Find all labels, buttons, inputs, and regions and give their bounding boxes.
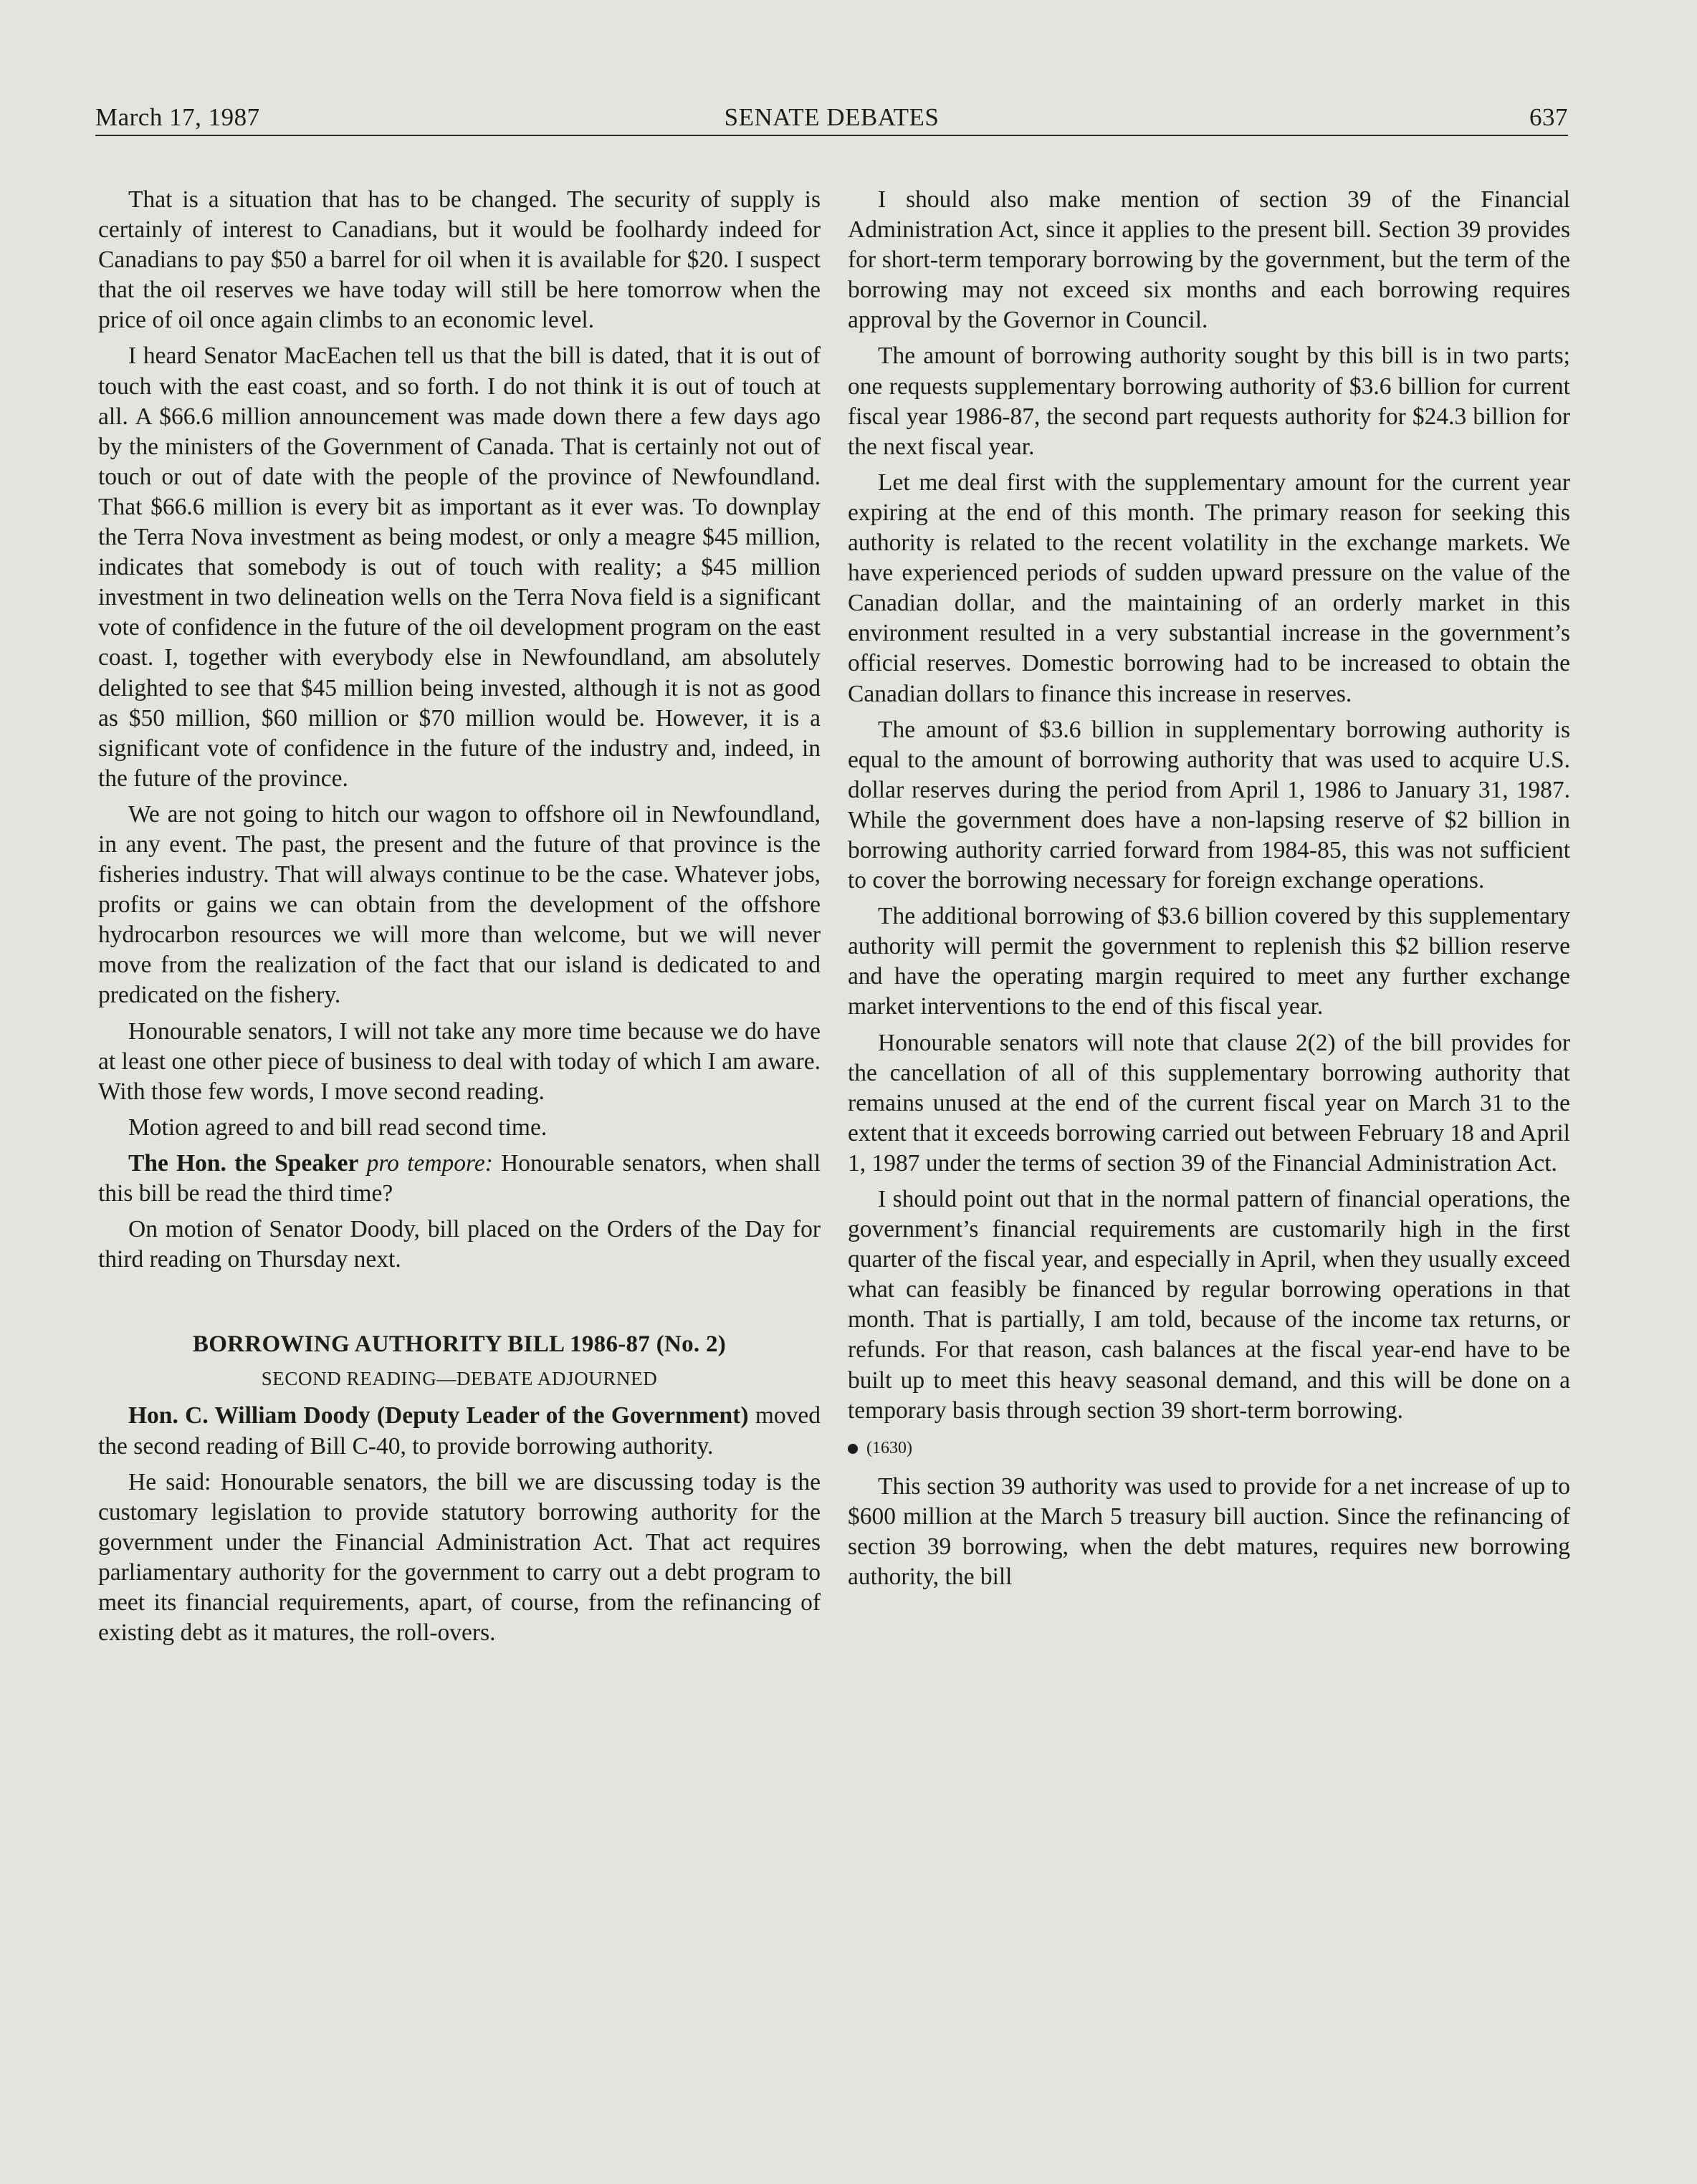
section-title: BORROWING AUTHORITY BILL 1986-87 (No. 2) <box>192 1331 727 1358</box>
time-marker-text: (1630) <box>866 1438 912 1457</box>
paragraph: We are not going to hitch our wagon to offshore oil in Newfoundland, in any event. The past, the present and the future of that province is the fisheries industry. That will always continue to be the case. Whatever jobs, profits or gains we can obtain from the development of the offshore hydrocarbon resources we will more than welcome, but we will never move from the realization of the fact that our island is dedicated to and predicated on the fishery. <box>98 800 821 1009</box>
left-column <box>98 185 821 1654</box>
paragraph: Honourable senators, I will not take any more time because we do have at least one other piece of business to deal with today of which I am aware. With those few words, I move second reading. <box>98 1017 821 1105</box>
paragraph: I heard Senator MacEachen tell us that the bill is dated, that it is out of touch with the east coast, and so forth. I do not think it is out of touch at all. A $66.6 million announcement was made down there a few days ago by the ministers of the Government of Canada. That is certainly not out of touch or out of date with the people of the province of Newfoundland. That $66.6 million is every bit as important as it ever was. To downplay the Terra Nova investment as being modest, or only a meagre $45 million, indicates that somebody is out of touch with reality; a $45 million investment in two delineation wells on the Terra Nova field is a significant vote of confidence in the future of the oil development program on the east coast. I, together with everybody else in Newfoundland, am absolutely delighted to see that $45 million being invested, although it is not as good as $50 million, $60 million or $70 million would be. However, it is a significant vote of confidence in the future of the industry and, indeed, in the future of the province. <box>98 343 821 792</box>
paragraph: This section 39 authority was used to provide for a net increase of up to $600 million at the March 5 treasury bill auction. Since the refinancing of section 39 borrowing, when the debt matures, requires new borrowing authority, the bill <box>848 1472 1570 1591</box>
page-number: 637 <box>1529 103 1568 131</box>
running-title: SENATE DEBATES <box>724 103 940 131</box>
speaker-name: The Hon. the Speaker <box>128 1149 359 1177</box>
bullet-icon <box>848 1444 858 1454</box>
paragraph: Let me deal first with the supplementary amount for the current year expiring at the end of this month. The primary reason for seeking this authority is related to the recent volatility in the exchange markets. We have experienced periods of sudden upward pressure on the value of the Canadian dollar, and the maintaining of an orderly market in this environment resulted in a very substantial increase in the government’s official reserves. Domestic borrowing had to be increased to obtain the Canadian dollars to finance this increase in reserves. <box>848 469 1570 707</box>
section-subtitle: SECOND READING—DEBATE ADJOURNED <box>261 1368 658 1390</box>
paragraph-speaker <box>98 1149 821 1209</box>
paragraph: On motion of Senator Doody, bill placed on the Orders of the Day for third reading on Thursday next. <box>98 1216 821 1273</box>
paragraph: That is a situation that has to be changed. The security of supply is certainly of interest to Canadians, but it would be foolhardy indeed for Canadians to pay $50 a barrel for oil when it is available for $20. I suspect that the oil reserves we have today will still be here tomorrow when the price of oil once again climbs to an economic level. <box>98 186 821 334</box>
paragraph: Honourable senators will note that clause 2(2) of the bill provides for the cancellation of all of this supplementary borrowing authority that remains unused at the end of the current fiscal year on March 31 to the extent that it exceeds borrowing carried out between February 18 and April 1, 1987 under the terms of section 39 of the Financial Administration Act. <box>848 1029 1570 1177</box>
speech-text: moved the second reading of Bill C-40, to provide borrowing authority. <box>98 1402 821 1460</box>
page-header <box>95 100 1568 136</box>
paragraph: Motion agreed to and bill read second time. <box>128 1113 548 1141</box>
paragraph: The amount of $3.6 billion in supplementary borrowing authority is equal to the amount of borrowing authority that was used to acquire U.S. dollar reserves during the period from April 1, 1986 to January 31, 1987. While the government does have a non-lapsing reserve of $2 billion in borrowing authority carried forward from 1984-85, this was not sufficient to cover the borrowing necessary for foreign exchange operations. <box>848 716 1570 894</box>
paragraph: He said: Honourable senators, the bill we are discussing today is the customary legislation to provide statutory borrowing authority for the government under the Financial Administration Act. That act requires parliamentary authority for the government to carry out a debt program to meet its financial requirements, apart, of course, from the refinancing of existing debt as it matures, the roll-overs. <box>98 1468 821 1647</box>
speaker-name: Hon. C. William Doody (Deputy Leader of the Government) <box>128 1402 749 1429</box>
paragraph-speaker <box>98 1401 821 1461</box>
paragraph: The amount of borrowing authority sought by this bill is in two parts; one requests supplementary borrowing authority of $3.6 billion for current fiscal year 1986-87, the second part requests authority for $24.3 billion for the next fiscal year. <box>848 343 1570 460</box>
speech-text: Honourable senators, when shall this bill be read the third time? <box>98 1149 821 1207</box>
header-date: March 17, 1987 <box>95 103 260 131</box>
paragraph: The additional borrowing of $3.6 billion covered by this supplementary authority will permit the government to replenish this $2 billion reserve and have the operating margin required to meet any further exchange market interventions to the end of this fiscal year. <box>848 903 1570 1020</box>
paragraph: I should point out that in the normal pattern of financial operations, the government’s financial requirements are customarily high in the first quarter of the fiscal year, and especially in April, when they usually exceed what can feasibly be financed by regular borrowing operations in that month. That is partially, I am told, because of the income tax returns, or refunds. For that reason, cash balances at the fiscal year-end have to be built up to meet this heavy seasonal demand, and this will be done on a temporary basis through section 39 short-term borrowing. <box>848 1186 1570 1424</box>
right-column <box>848 185 1570 1598</box>
paragraph: I should also make mention of section 39 of the Financial Administration Act, since it applies to the present bill. Section 39 provides for short-term temporary borrowing by the government, but the term of the borrowing may not exceed six months and each borrowing requires approval by the Governor in Council. <box>848 186 1570 334</box>
time-marker <box>848 1437 1570 1459</box>
speaker-role: pro tempore: <box>366 1149 493 1177</box>
